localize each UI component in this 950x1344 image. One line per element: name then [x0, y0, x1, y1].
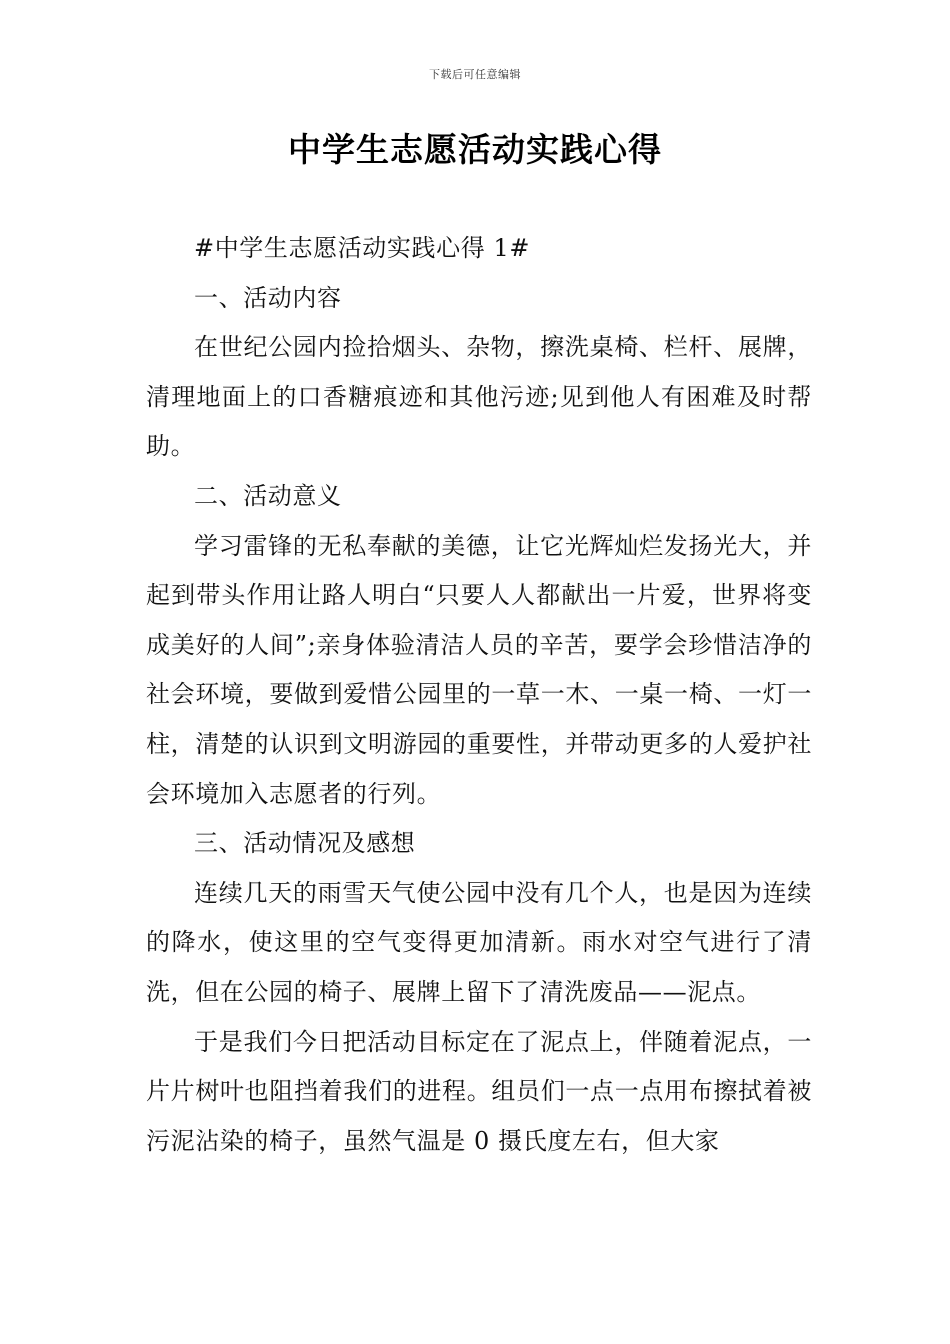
paragraph-cleaning: 于是我们今日把活动目标定在了泥点上，伴随着泥点，一片片树叶也阻挡着我们的进程。组员们一点一点用布擦拭着被污泥沾染的椅子，虽然气温是 0 摄氏度左右，但大家 [146, 1027, 812, 1155]
subheading-activity-situation: 三、活动情况及感想 [194, 829, 416, 858]
paragraph-activity-significance: 学习雷锋的无私奉献的美德，让它光辉灿烂发扬光大，并起到带头作用让路人明白“只要人人都献出一片爱，世界将变成美好的人间”;亲身体验清洁人员的辛苦，要学会珍惜洁净的社会环境，要做到爱惜公园里的一草一木、一桌一椅、一灯一柱，清楚的认识到文明游园的重要性，并带动更多的人爱护社会环境加入志愿者的行列。 [146, 531, 812, 808]
paragraph-activity-content: 在世纪公园内捡拾烟头、杂物，擦洗桌椅、栏杆、展牌，清理地面上的口香糖痕迹和其他污迹;见到他人有困难及时帮助。 [146, 333, 812, 461]
subheading-activity-content: 一、活动内容 [194, 283, 342, 312]
paragraph-weather: 连续几天的雨雪天气使公园中没有几个人，也是因为连续的降水，使这里的空气变得更加清新。雨水对空气进行了清洗，但在公园的椅子、展牌上留下了清洗废品——泥点。 [146, 878, 812, 1006]
header-note: 下载后可任意编辑 [429, 68, 521, 81]
subheading-activity-significance: 二、活动意义 [194, 481, 342, 510]
section-heading-1: #中学生志愿活动实践心得 1# [194, 234, 531, 262]
document-title: 中学生志愿活动实践心得 [288, 130, 662, 169]
document-body [146, 224, 812, 1166]
